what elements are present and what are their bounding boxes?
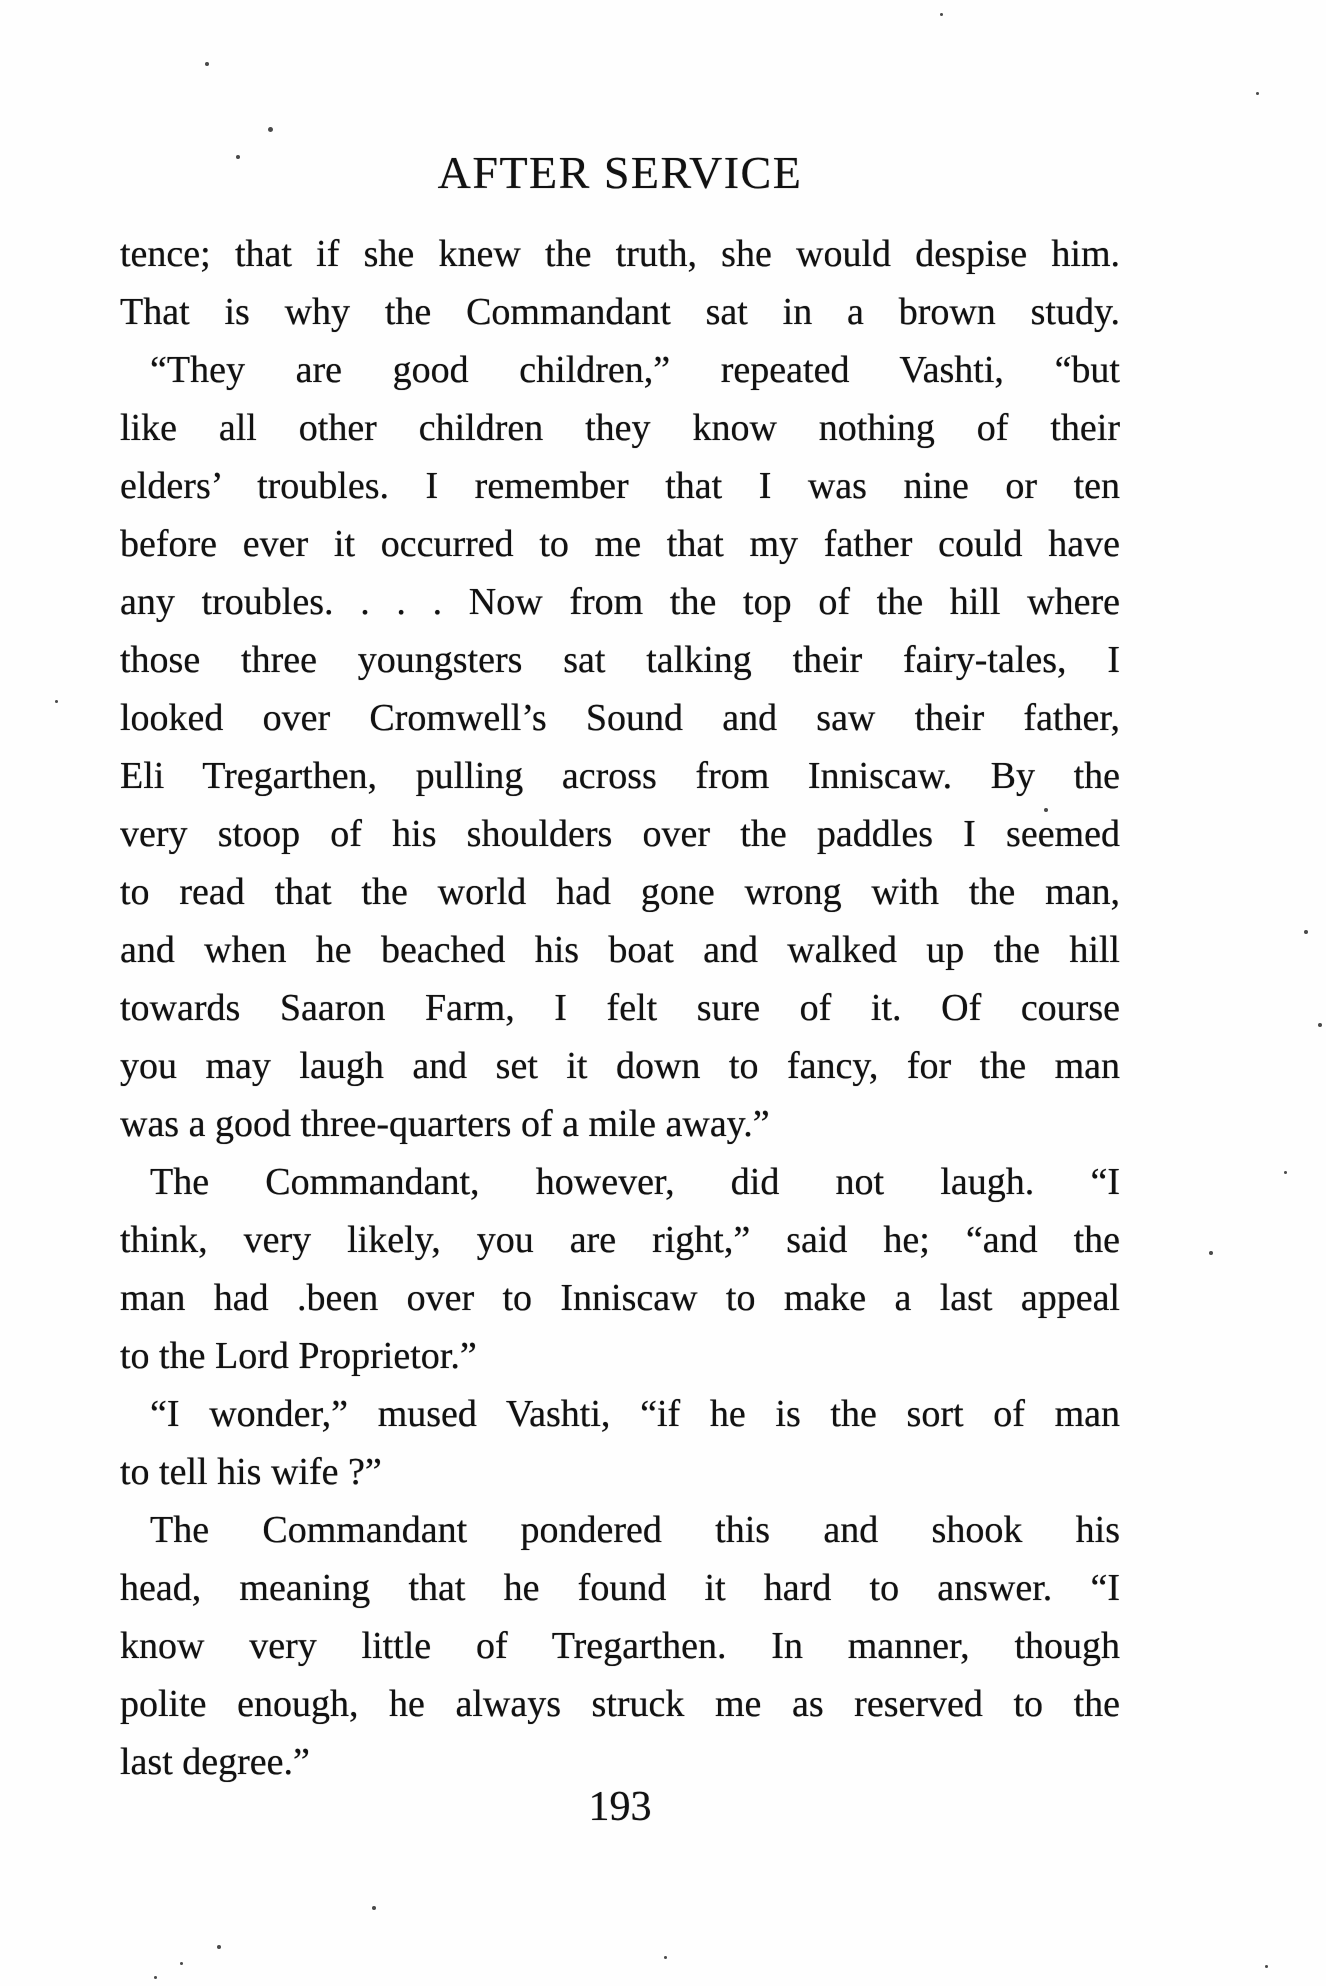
body-line: very stoop of his shoulders over the paddles I seemed: [120, 813, 1120, 855]
body-line: think, very likely, you are right,” said he; “and the: [120, 1219, 1120, 1261]
body-line: like all other children they know nothing of their: [120, 407, 1120, 449]
body-line: before ever it occurred to me that my father could have: [120, 523, 1120, 565]
body-line: “I wonder,” mused Vashti, “if he is the sort of man: [150, 1393, 1120, 1435]
body-line: you may laugh and set it down to fancy, for the man: [120, 1045, 1120, 1087]
noise-speck: [217, 1945, 221, 1949]
body-line: to the Lord Proprietor.”: [120, 1335, 477, 1377]
body-line: know very little of Tregarthen. In manner, though: [120, 1625, 1120, 1667]
body-line: head, meaning that he found it hard to answer. “I: [120, 1567, 1120, 1609]
running-head: AFTER SERVICE: [437, 147, 803, 198]
noise-speck: [180, 1962, 183, 1965]
body-line: The Commandant pondered this and shook his: [150, 1509, 1120, 1551]
body-line: man had .been over to Inniscaw to make a last appeal: [120, 1277, 1120, 1319]
noise-speck: [372, 1906, 376, 1910]
noise-speck: [940, 13, 943, 16]
body-line: towards Saaron Farm, I felt sure of it. Of course: [120, 987, 1120, 1029]
body-line: last degree.”: [120, 1741, 310, 1783]
body-line: was a good three-quarters of a mile away.”: [120, 1103, 770, 1145]
noise-speck: [1256, 92, 1259, 95]
noise-speck: [1284, 1171, 1287, 1174]
body-line: looked over Cromwell’s Sound and saw their father,: [120, 697, 1120, 739]
noise-speck: [1209, 1251, 1213, 1255]
noise-speck: [1304, 930, 1308, 934]
body-line: Eli Tregarthen, pulling across from Inniscaw. By the: [120, 755, 1120, 797]
page-number: 193: [588, 1784, 652, 1830]
body-line: polite enough, he always struck me as reserved to the: [120, 1683, 1120, 1725]
noise-speck: [236, 155, 240, 159]
body-line: those three youngsters sat talking their fairy-tales, I: [120, 639, 1120, 681]
body-line: to tell his wife ?”: [120, 1451, 382, 1493]
noise-speck: [664, 1956, 667, 1959]
body-text: [120, 225, 1120, 1791]
body-line: any troubles. . . . Now from the top of the hill where: [120, 581, 1120, 623]
noise-speck: [55, 700, 58, 703]
body-line: That is why the Commandant sat in a brown study.: [120, 291, 1120, 333]
body-line: The Commandant, however, did not laugh. “I: [150, 1161, 1120, 1203]
body-line: to read that the world had gone wrong with the man,: [120, 871, 1120, 913]
noise-speck: [154, 1976, 157, 1979]
body-line: and when he beached his boat and walked up the hill: [120, 929, 1120, 971]
noise-speck: [205, 62, 209, 66]
noise-speck: [1318, 1023, 1322, 1027]
body-line: tence; that if she knew the truth, she would despise him.: [120, 233, 1120, 275]
noise-speck: [268, 127, 273, 132]
noise-speck: [1044, 808, 1048, 812]
body-line: elders’ troubles. I remember that I was nine or ten: [120, 465, 1120, 507]
body-line: “They are good children,” repeated Vashti, “but: [150, 349, 1120, 391]
noise-speck: [1265, 1965, 1268, 1968]
